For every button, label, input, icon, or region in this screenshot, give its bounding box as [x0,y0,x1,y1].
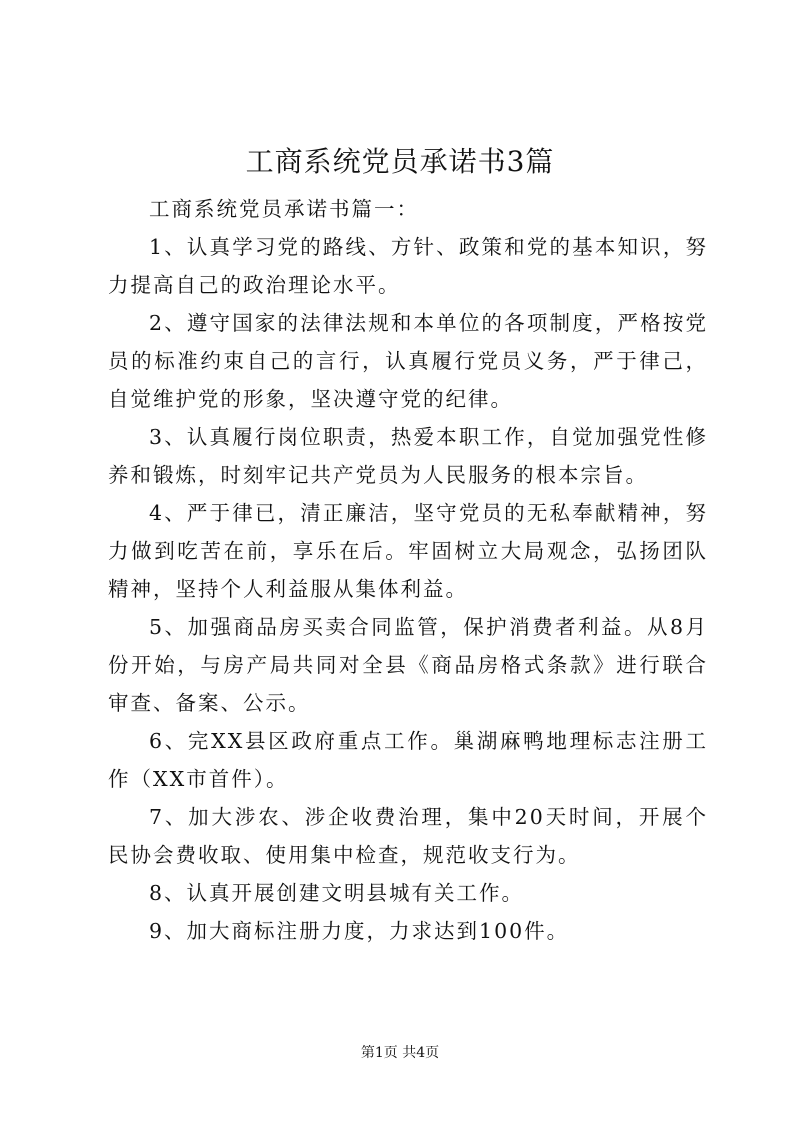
paragraph-item-1: 1、认真学习党的路线、方针、政策和党的基本知识，努力提高自己的政治理论水平。 [108,235,708,297]
paragraph-heading: 工商系统党员承诺书篇一： [149,197,419,221]
document-body [108,190,708,950]
paragraph-item-5: 5、加强商品房买卖合同监管，保护消费者利益。从8月份开始，与房产局共同对全县《商品房格式条款》进行联合审查、备案、公示。 [108,615,708,715]
paragraph-item-2: 2、遵守国家的法律法规和本单位的各项制度，严格按党员的标准约束自己的言行，认真履行党员义务，严于律己，自觉维护党的形象，坚决遵守党的纪律。 [108,311,708,411]
paragraph-item-9: 9、加大商标注册力度，力求达到100件。 [149,919,570,943]
paragraph-item-4: 4、严于律已，清正廉洁，坚守党员的无私奉献精神，努力做到吃苦在前，享乐在后。牢固树立大局观念，弘扬团队精神，坚持个人利益服从集体利益。 [108,501,708,601]
document-title: 工商系统党员承诺书3篇 [245,145,555,178]
page-number-footer: 第1页 共4页 [360,1045,440,1061]
paragraph-item-7: 7、加大涉农、涉企收费治理，集中20天时间，开展个民协会费收取、使用集中检查，规范收支行为。 [108,805,708,867]
paragraph-item-8: 8、认真开展创建文明县城有关工作。 [149,881,525,905]
paragraph-item-3: 3、认真履行岗位职责，热爱本职工作，自觉加强党性修养和锻炼，时刻牢记共产党员为人民服务的根本宗旨。 [108,425,708,487]
paragraph-item-6: 6、完XX县区政府重点工作。巢湖麻鸭地理标志注册工作（XX市首件）。 [108,729,708,791]
